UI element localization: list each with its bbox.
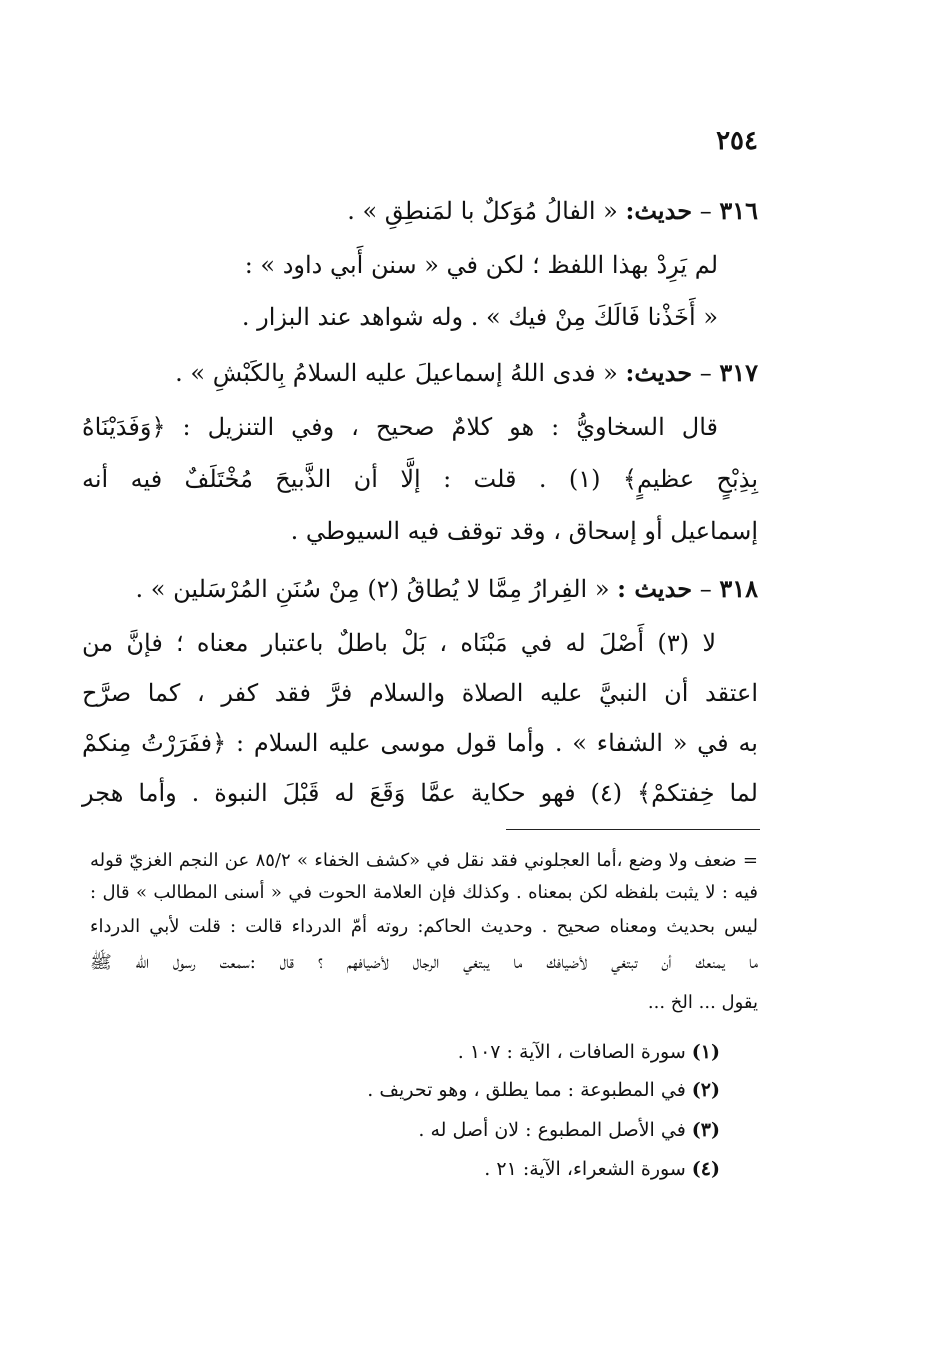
hadith-label: حديث: <box>625 358 693 387</box>
hadith-number: ٣١٨ <box>719 574 758 603</box>
footnote-text: في الأصل المطبوع : لان أصل له . <box>418 1119 686 1141</box>
paragraph-line: قال السخاويُّ : هو كلامٌ صحيح ، وفي التنزيل : ﴿وَفَدَيْنَاهُ <box>82 413 718 441</box>
paragraph-line: به في « الشفاء » . وأما قول موسى عليه السلام : ﴿ففَرَرْتُ مِنكمْ <box>82 729 758 757</box>
footnote-number: (١) <box>691 1041 720 1063</box>
footnote-1 <box>458 1038 720 1066</box>
footnote-continuation-line: = ضعف ولا وضع ،أما العجلوني فقد نقل في «كشف الخفاء » ٨٥/٢ عن النجم الغزيّ قوله <box>90 850 759 871</box>
footnote-continuation-line: ليس بحديث ومعناه صحيح . وحديث الحاكم: روته أمّ الدرداء قالت : قلت لأبي الدرداء <box>90 916 758 937</box>
footnote-continuation-line: فيه : لا يثبت بلفظه لكن بمعناه . وكذلك فإن العلامة الحوت في « أسنى المطالب » قال : <box>90 882 758 903</box>
hadith-number: ٣١٦ <box>719 196 758 225</box>
footnote-3 <box>418 1116 720 1144</box>
heading-dash: – <box>699 359 712 387</box>
paragraph-line: بِذِبْحٍ عظيمٍ﴾ (١) . قلت : إلَّا أن الذَّبيحَ مُخْتَلَفٌ فيه أنه <box>82 465 759 493</box>
paragraph-line: إسماعيل أو إسحاق ، وقد توقف فيه السيوطي . <box>290 517 758 545</box>
hadith-heading-316 <box>168 194 758 228</box>
footnote-number: (٢) <box>691 1079 720 1101</box>
paragraph-line: لما خِفتكمْ﴾ (٤) فهو حكاية عمَّا وَقَعَ له قَبْلَ النبوة . وأما هجر <box>82 779 758 807</box>
footnote-separator <box>506 829 760 830</box>
hadith-text: « الفالُ مُوَكلٌ با لمَنطِقِ » . <box>347 197 618 225</box>
footnote-number: (٤) <box>691 1158 720 1180</box>
footnote-2 <box>367 1076 720 1104</box>
hadith-heading-318 <box>135 572 758 606</box>
footnote-continuation-line: ما يمنعك أن تبتغي لأضيافك ما يبتغي الرجال لأضيافهم ؟ قال :سمعت رسول الله ﷺ <box>90 952 758 973</box>
paragraph-line: لم يَرِدْ بهذا اللفظ ؛ لكن في « سنن أَبي داود » : <box>244 251 718 279</box>
hadith-heading-317 <box>168 356 758 390</box>
footnote-text: سورة الشعراء، الآية: ٢١ . <box>484 1158 686 1180</box>
heading-dash: – <box>699 575 712 603</box>
footnote-text: سورة الصافات ، الآية : ١٠٧ . <box>457 1041 686 1063</box>
hadith-text: « الفِرارُ مِمَّا لا يُطاقُ (٢) مِنْ سُنَنِ المُرْسَلين » . <box>135 575 610 603</box>
page-number: ٢٥٤ <box>716 126 758 156</box>
footnote-text: في المطبوعة : مما يطلق ، وهو تحريف . <box>367 1079 686 1101</box>
hadith-label: حديث : <box>617 574 693 603</box>
heading-dash: – <box>699 197 712 225</box>
footnote-4 <box>484 1155 720 1183</box>
hadith-text: « فدى اللهُ إسماعيلَ عليه السلامُ بِالكَبْشِ » . <box>175 359 618 387</box>
paragraph-line: « أَخَذْنا فَالَكَ مِنْ فيك » . وله شواهد عند البزار . <box>241 303 718 331</box>
hadith-label: حديث: <box>625 196 693 225</box>
paragraph-line: لا (٣) أَصْلَ له في مَبْنَاه ، بَلْ باطلٌ باعتبار معناه ؛ فإنَّ من <box>82 629 717 657</box>
paragraph-line: اعتقد أن النبيَّ عليه الصلاة والسلام فرَّ فقد كفر ، كما صرَّح <box>82 679 759 707</box>
footnote-continuation-line: يقول ... الخ ... <box>647 992 758 1013</box>
footnote-number: (٣) <box>691 1119 720 1141</box>
hadith-number: ٣١٧ <box>719 358 758 387</box>
